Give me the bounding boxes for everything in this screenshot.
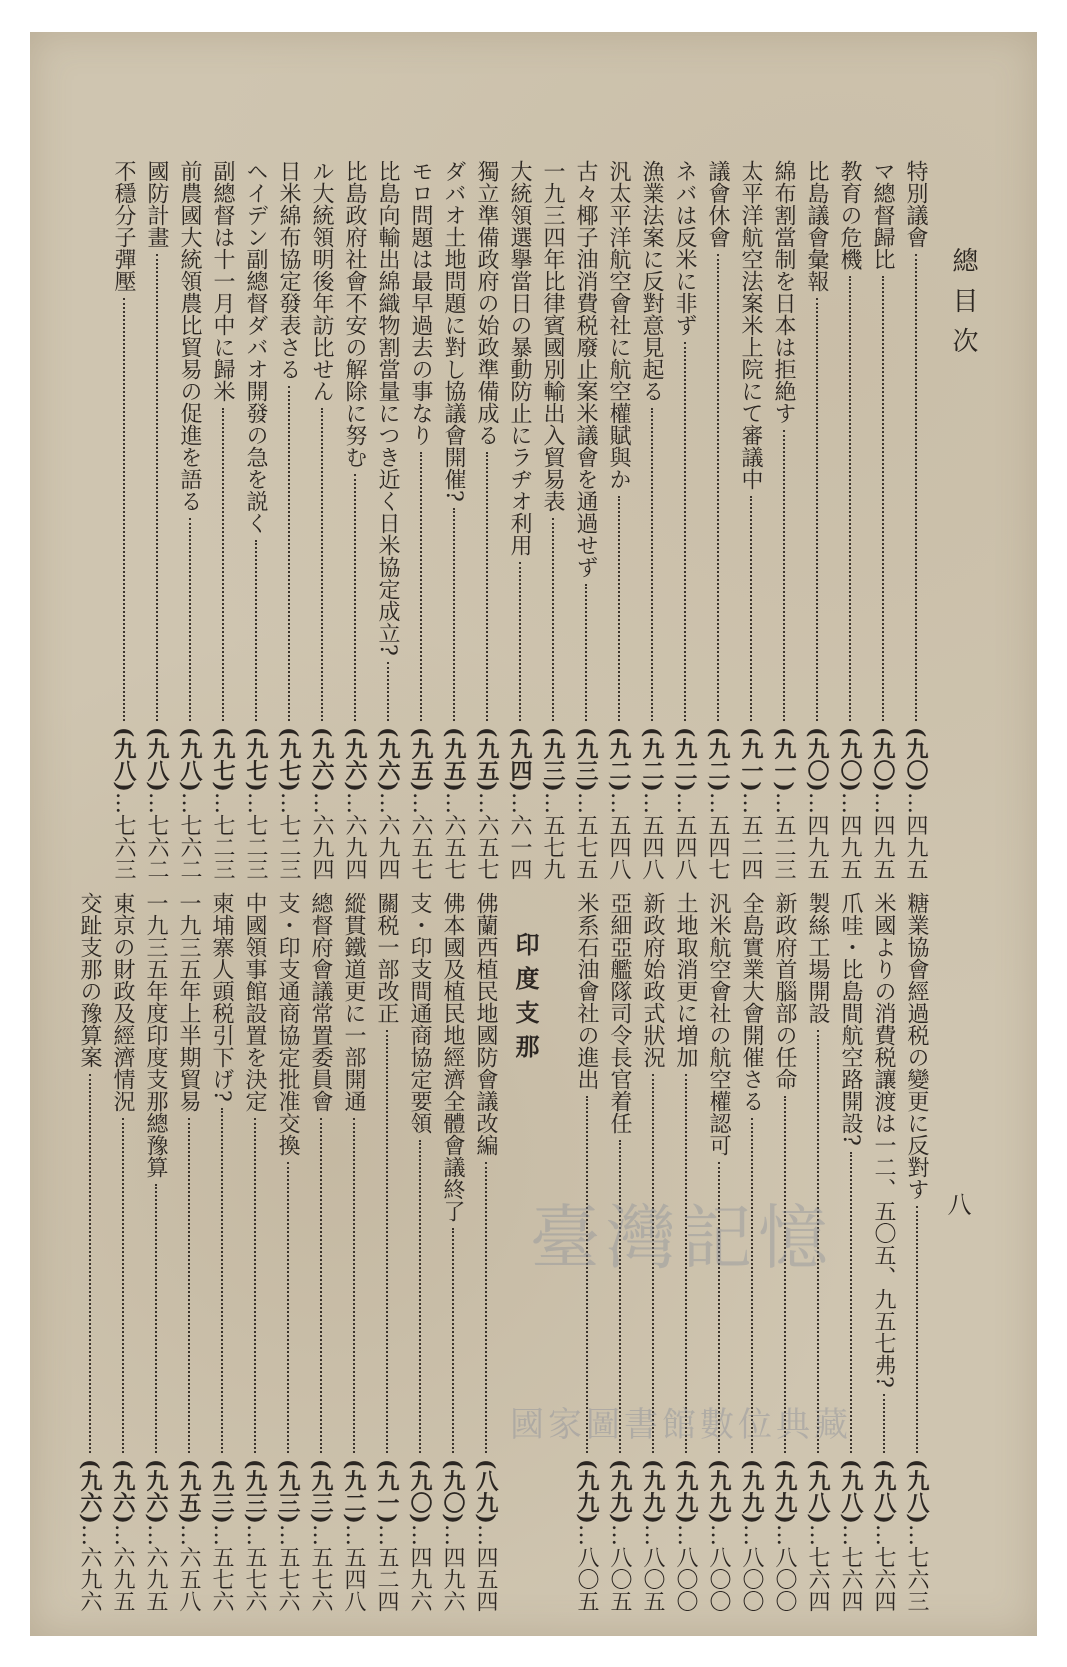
- leader-dots: [486, 452, 488, 721]
- toc-entry-title: 太平洋航空法案米上院にて審議中: [738, 160, 763, 490]
- book-page: [30, 32, 1037, 1636]
- toc-entry-issue: (九六): [77, 1459, 103, 1524]
- toc-entry: [337, 892, 370, 1612]
- separator: …: [408, 792, 433, 814]
- toc-entry-issue: (九三): [209, 1459, 235, 1524]
- toc-entry-title: 製絲工場開設: [805, 892, 830, 1024]
- toc-entry-issue: (九二): [639, 727, 665, 792]
- toc-entry-issue: (九九): [673, 1459, 699, 1524]
- toc-entry-issue: (九七): [243, 727, 269, 792]
- toc-entry-page: 四九六: [440, 1546, 465, 1612]
- toc-entry-page: 六一四: [507, 814, 532, 880]
- lower-contents-block-b: [62, 892, 502, 1612]
- leader-dots: [321, 408, 323, 721]
- toc-entry-issue: (九八): [805, 1459, 831, 1524]
- toc-entry-page: 七六四: [805, 1546, 830, 1612]
- toc-entry-title: 中國領事館設置を決定: [242, 892, 267, 1112]
- toc-entry-page: 六九四: [375, 814, 400, 880]
- toc-entry-issue: (九一): [771, 727, 797, 792]
- toc-entry-title: 一九三四年比律賓國別輸出入貿易表: [540, 160, 565, 512]
- toc-entry-page: 八〇〇: [772, 1546, 797, 1612]
- toc-entry: [239, 160, 272, 880]
- separator: …: [607, 1524, 632, 1546]
- toc-entry-issue: (九三): [242, 1459, 268, 1524]
- toc-entry-title: 一九三五年度印度支那總豫算: [143, 892, 168, 1178]
- toc-entry-issue: (九三): [540, 727, 566, 792]
- toc-entry: [73, 892, 106, 1612]
- leader-dots: [882, 276, 884, 721]
- separator: …: [110, 1524, 135, 1546]
- toc-entry-page: 五二四: [738, 814, 763, 880]
- toc-entry-issue: (九七): [276, 727, 302, 792]
- toc-entry-issue: (九四): [507, 727, 533, 792]
- toc-entry-title: モロ問題は最早過去の事なり: [408, 160, 433, 446]
- separator: …: [374, 1524, 399, 1546]
- toc-entry-page: 五二四: [374, 1546, 399, 1612]
- leader-dots: [353, 1118, 355, 1453]
- toc-entry-page: 七六三: [904, 1546, 929, 1612]
- toc-entry-title: ダバオ土地問題に對し協議會開催?: [441, 160, 466, 502]
- watermark-main: 臺灣記憶: [530, 1197, 834, 1279]
- toc-entry-issue: (九九): [706, 1459, 732, 1524]
- toc-entry-title: 漁業法案に反對意見起る: [639, 160, 664, 402]
- leader-dots: [189, 518, 191, 721]
- toc-entry-issue: (九〇): [903, 727, 929, 792]
- toc-entry-page: 五四八: [672, 814, 697, 880]
- toc-entry: [139, 892, 172, 1612]
- toc-entry-title: 比島政府社會不安の解除に努む: [342, 160, 367, 468]
- toc-entry: [833, 160, 866, 880]
- toc-entry-page: 五四八: [639, 814, 664, 880]
- toc-entry-page: 八〇五: [607, 1546, 632, 1612]
- leader-dots: [816, 298, 818, 721]
- toc-entry-page: 五七六: [209, 1546, 234, 1612]
- leader-dots: [254, 1118, 256, 1453]
- toc-entry-title: 支・印支通商協定批准交換: [275, 892, 300, 1156]
- toc-entry-title: 比島議會彙報: [804, 160, 829, 292]
- separator: …: [177, 792, 202, 814]
- separator: …: [243, 792, 268, 814]
- toc-entry-title: 獨立準備政府の始政準備成る: [474, 160, 499, 446]
- leader-dots: [89, 1074, 91, 1453]
- toc-entry-issue: (九一): [738, 727, 764, 792]
- toc-entry-issue: (九〇): [837, 727, 863, 792]
- section-heading-indochina: 印度支那: [511, 932, 540, 1068]
- leader-dots: [386, 1030, 388, 1453]
- toc-entry-issue: (九五): [176, 1459, 202, 1524]
- toc-entry: [272, 160, 305, 880]
- separator: …: [903, 792, 928, 814]
- toc-entry-issue: (九三): [308, 1459, 334, 1524]
- toc-entry-page: 六五八: [176, 1546, 201, 1612]
- separator: …: [804, 792, 829, 814]
- separator: …: [673, 1524, 698, 1546]
- toc-entry-title: 東京の財政及經濟情況: [110, 892, 135, 1112]
- toc-entry-page: 五七六: [308, 1546, 333, 1612]
- toc-entry-title: 綿布割當制を日本は拒絶す: [771, 160, 796, 424]
- separator: …: [904, 1524, 929, 1546]
- toc-entry-page: 七六四: [838, 1546, 863, 1612]
- toc-entry-title: 爪哇・比島間航空路開設?: [838, 892, 863, 1146]
- toc-entry-issue: (九三): [275, 1459, 301, 1524]
- toc-entry-page: 八〇五: [640, 1546, 665, 1612]
- leader-dots: [783, 430, 785, 721]
- leader-dots: [452, 1228, 454, 1453]
- toc-entry: [899, 160, 932, 880]
- leader-dots: [155, 1184, 157, 1453]
- toc-entry-issue: (九三): [573, 727, 599, 792]
- separator: …: [672, 792, 697, 814]
- toc-entry-page: 六五七: [441, 814, 466, 880]
- toc-entry-issue: (九二): [705, 727, 731, 792]
- toc-entry-issue: (九五): [441, 727, 467, 792]
- toc-entry-page: 四九六: [407, 1546, 432, 1612]
- toc-entry-page: 七六二: [177, 814, 202, 880]
- leader-dots: [123, 298, 125, 721]
- toc-entry-page: 六九六: [77, 1546, 102, 1612]
- separator: …: [871, 1524, 896, 1546]
- toc-entry: [304, 892, 337, 1612]
- toc-entry-title: ヘイデン副總督ダバオ開發の急を説く: [243, 160, 268, 534]
- separator: …: [308, 1524, 333, 1546]
- leader-dots: [849, 276, 851, 721]
- page-number: 八: [943, 1192, 971, 1230]
- toc-entry: [173, 160, 206, 880]
- toc-entry-page: 六九五: [110, 1546, 135, 1612]
- toc-entry-issue: (九五): [408, 727, 434, 792]
- leader-dots: [651, 408, 653, 721]
- toc-entry-issue: (九九): [739, 1459, 765, 1524]
- toc-entry-issue: (九六): [143, 1459, 169, 1524]
- separator: …: [407, 1524, 432, 1546]
- toc-entry-title: 日米綿布協定發表さる: [276, 160, 301, 380]
- toc-entry-issue: (九一): [374, 1459, 400, 1524]
- leader-dots: [122, 1118, 124, 1453]
- separator: …: [275, 1524, 300, 1546]
- toc-entry-title: 前農國大統領農比貿易の促進を語る: [177, 160, 202, 512]
- toc-entry: [271, 892, 304, 1612]
- toc-entry-issue: (九七): [210, 727, 236, 792]
- toc-entry: [172, 892, 205, 1612]
- toc-entry: [107, 160, 140, 880]
- toc-entry-title: 汎太平洋航空會社に航空權賦與か: [606, 160, 631, 490]
- leader-dots: [188, 1118, 190, 1453]
- toc-entry-issue: (九九): [607, 1459, 633, 1524]
- toc-entry-issue: (八九): [473, 1459, 499, 1524]
- toc-entry-title: 佛本國及植民地經濟全體會議終了: [440, 892, 465, 1222]
- separator: …: [242, 1524, 267, 1546]
- separator: …: [176, 1524, 201, 1546]
- toc-entry-page: 八〇〇: [739, 1546, 764, 1612]
- toc-entry-title: 比島向輸出綿織物割當量につき近く日米協定成立?: [375, 160, 400, 656]
- toc-entry-issue: (九九): [574, 1459, 600, 1524]
- toc-entry-page: 八〇〇: [673, 1546, 698, 1612]
- toc-entry-page: 七六三: [111, 814, 136, 880]
- toc-entry-page: 六五七: [474, 814, 499, 880]
- separator: …: [772, 1524, 797, 1546]
- leader-dots: [519, 562, 521, 721]
- toc-entry-title: 支・印支間通商協定要領: [407, 892, 432, 1134]
- toc-entry: [403, 892, 436, 1612]
- toc-entry: [469, 892, 502, 1612]
- toc-entry-issue: (九〇): [870, 727, 896, 792]
- toc-entry-title: 米系石油會社の進出: [574, 892, 599, 1090]
- toc-entry-title: 國防計畫: [144, 160, 169, 248]
- leader-dots: [287, 1162, 289, 1453]
- watermark-sub: 國家圖書館數位典藏: [510, 1405, 852, 1445]
- leader-dots: [387, 662, 389, 721]
- toc-entry-page: 四九五: [870, 814, 895, 880]
- separator: …: [574, 1524, 599, 1546]
- toc-entry-page: 六九四: [309, 814, 334, 880]
- separator: …: [540, 792, 565, 814]
- leader-dots: [255, 540, 257, 721]
- toc-entry-issue: (九八): [177, 727, 203, 792]
- toc-entry: [602, 160, 635, 880]
- separator: …: [210, 792, 235, 814]
- toc-entry-page: 六九四: [342, 814, 367, 880]
- toc-entry-page: 五七九: [540, 814, 565, 880]
- leader-dots: [618, 496, 620, 721]
- leader-dots: [717, 254, 719, 721]
- toc-entry: [800, 160, 833, 880]
- toc-entry-title: 縱貫鐵道更に一部開通: [341, 892, 366, 1112]
- toc-entry-issue: (九五): [474, 727, 500, 792]
- toc-entry-page: 六九五: [143, 1546, 168, 1612]
- toc-entry-issue: (九六): [342, 727, 368, 792]
- leader-dots: [915, 254, 917, 721]
- toc-entry-title: 米國よりの消費税讓渡は一二、五〇五、九五七弗?: [871, 892, 896, 1388]
- separator: …: [739, 1524, 764, 1546]
- separator: …: [144, 792, 169, 814]
- separator: …: [639, 792, 664, 814]
- toc-entry: [866, 160, 899, 880]
- leader-dots: [354, 474, 356, 721]
- toc-entry: [106, 892, 139, 1612]
- toc-entry-title: 特別議會: [903, 160, 928, 248]
- toc-entry-issue: (九八): [904, 1459, 930, 1524]
- toc-entry: [140, 160, 173, 880]
- separator: …: [606, 792, 631, 814]
- toc-entry-title: 新政府始政式狀況: [640, 892, 665, 1068]
- toc-entry-title: 佛蘭西植民地國防會議改編: [473, 892, 498, 1156]
- toc-entry-page: 五四八: [606, 814, 631, 880]
- toc-entry-title: 關税一部改正: [374, 892, 399, 1024]
- toc-entry-title: 大統領選擧當日の暴動防止にラヂオ利用: [507, 160, 532, 556]
- separator: …: [474, 792, 499, 814]
- toc-entry: [305, 160, 338, 880]
- separator: …: [771, 792, 796, 814]
- separator: …: [111, 792, 136, 814]
- separator: …: [440, 1524, 465, 1546]
- toc-entry-title: 新政府首腦部の任命: [772, 892, 797, 1090]
- toc-entry-issue: (九六): [110, 1459, 136, 1524]
- toc-entry-title: 古々椰子油消費税廢止案米議會を通過せず: [573, 160, 598, 578]
- separator: …: [309, 792, 334, 814]
- toc-entry-page: 七六四: [871, 1546, 896, 1612]
- toc-entry-issue: (九〇): [440, 1459, 466, 1524]
- toc-entry: [238, 892, 271, 1612]
- toc-entry-page: 七二三: [210, 814, 235, 880]
- toc-entry-title: 柬埔寨人頭税引下げ?: [209, 892, 234, 1102]
- leader-dots: [684, 342, 686, 721]
- toc-entry-page: 四五四: [473, 1546, 498, 1612]
- leader-dots: [420, 452, 422, 721]
- toc-entry-title: 土地取消更に増加: [673, 892, 698, 1068]
- toc-entry-page: 四九五: [837, 814, 862, 880]
- leader-dots: [585, 584, 587, 721]
- toc-entry-page: 五四八: [341, 1546, 366, 1612]
- toc-entry-title: 教育の危機: [837, 160, 862, 270]
- toc-entry-issue: (九九): [772, 1459, 798, 1524]
- leader-dots: [156, 254, 158, 721]
- toc-entry: [371, 160, 404, 880]
- separator: …: [838, 1524, 863, 1546]
- toc-entry-page: 八〇〇: [706, 1546, 731, 1612]
- toc-entry-title: 副總督は十一月中に歸米: [210, 160, 235, 402]
- separator: …: [738, 792, 763, 814]
- toc-entry-page: 六五七: [408, 814, 433, 880]
- toc-entry: [635, 160, 668, 880]
- separator: …: [837, 792, 862, 814]
- toc-entry: [338, 160, 371, 880]
- toc-entry-page: 五二三: [771, 814, 796, 880]
- toc-entry-page: 四九五: [903, 814, 928, 880]
- leader-dots: [485, 1162, 487, 1453]
- separator: …: [209, 1524, 234, 1546]
- leader-dots: [222, 408, 224, 721]
- toc-entry-title: ネバは反米に非ず: [672, 160, 697, 336]
- toc-entry-issue: (九六): [309, 727, 335, 792]
- toc-entry-page: 四九五: [804, 814, 829, 880]
- toc-entry: [503, 160, 536, 880]
- toc-entry: [404, 160, 437, 880]
- separator: …: [342, 792, 367, 814]
- toc-entry-title: マ總督歸比: [870, 160, 895, 270]
- toc-entry-page: 七二三: [276, 814, 301, 880]
- toc-entry: [701, 160, 734, 880]
- toc-entry: [206, 160, 239, 880]
- separator: …: [706, 1524, 731, 1546]
- separator: …: [870, 792, 895, 814]
- toc-entry-issue: (九九): [640, 1459, 666, 1524]
- toc-entry-title: 議會休會: [705, 160, 730, 248]
- separator: …: [276, 792, 301, 814]
- toc-entry-page: 五四七: [705, 814, 730, 880]
- toc-entry-title: 總督府會議常置委員會: [308, 892, 333, 1112]
- toc-entry-issue: (九八): [871, 1459, 897, 1524]
- toc-entry-title: 亞細亞艦隊司令長官着任: [607, 892, 632, 1134]
- leader-dots: [320, 1118, 322, 1453]
- toc-entry-page: 五七六: [242, 1546, 267, 1612]
- toc-entry: [767, 160, 800, 880]
- toc-entry: [668, 160, 701, 880]
- toc-entry: [569, 160, 602, 880]
- separator: …: [573, 792, 598, 814]
- separator: …: [805, 1524, 830, 1546]
- separator: …: [375, 792, 400, 814]
- toc-entry-page: 七二三: [243, 814, 268, 880]
- toc-entry-title: 汎米航空會社の航空權認可: [706, 892, 731, 1156]
- leader-dots: [288, 386, 290, 721]
- toc-entry-page: 五七六: [275, 1546, 300, 1612]
- toc-entry: [734, 160, 767, 880]
- toc-entry-issue: (九八): [838, 1459, 864, 1524]
- toc-entry: [536, 160, 569, 880]
- toc-entry-title: ル大統領明後年訪比せん: [309, 160, 334, 402]
- toc-entry-issue: (九六): [375, 727, 401, 792]
- separator: …: [507, 792, 532, 814]
- toc-entry-page: 五七五: [573, 814, 598, 880]
- separator: …: [341, 1524, 366, 1546]
- leader-dots: [750, 496, 752, 721]
- toc-entry: [436, 892, 469, 1612]
- leader-dots: [883, 1394, 885, 1453]
- leader-dots: [453, 508, 455, 721]
- page-title: 總目次: [948, 247, 978, 367]
- separator: …: [77, 1524, 102, 1546]
- toc-entry-title: 一九三五年上半期貿易: [176, 892, 201, 1112]
- separator: …: [473, 1524, 498, 1546]
- toc-entry-page: 七六二: [144, 814, 169, 880]
- toc-entry-title: 交趾支那の豫算案: [77, 892, 102, 1068]
- toc-entry-issue: (九二): [341, 1459, 367, 1524]
- toc-entry: [470, 160, 503, 880]
- toc-entry-title: 全島實業大會開催さる: [739, 892, 764, 1112]
- toc-entry: [437, 160, 470, 880]
- toc-entry-issue: (九二): [672, 727, 698, 792]
- toc-entry: [370, 892, 403, 1612]
- separator: …: [441, 792, 466, 814]
- toc-entry-issue: (九八): [144, 727, 170, 792]
- leader-dots: [221, 1108, 223, 1453]
- upper-contents-block: [62, 160, 932, 880]
- separator: …: [705, 792, 730, 814]
- toc-entry-issue: (九〇): [407, 1459, 433, 1524]
- separator: …: [640, 1524, 665, 1546]
- leader-dots: [552, 518, 554, 721]
- toc-entry-issue: (九〇): [804, 727, 830, 792]
- toc-entry: [205, 892, 238, 1612]
- toc-entry-issue: (九二): [606, 727, 632, 792]
- toc-entry-issue: (九八): [111, 727, 137, 792]
- separator: …: [143, 1524, 168, 1546]
- toc-entry-page: 八〇五: [574, 1546, 599, 1612]
- leader-dots: [419, 1140, 421, 1453]
- toc-entry-title: 不穩分子彈壓: [111, 160, 136, 292]
- toc-entry-title: 糖業協會經過税の變更に反對す: [904, 892, 929, 1200]
